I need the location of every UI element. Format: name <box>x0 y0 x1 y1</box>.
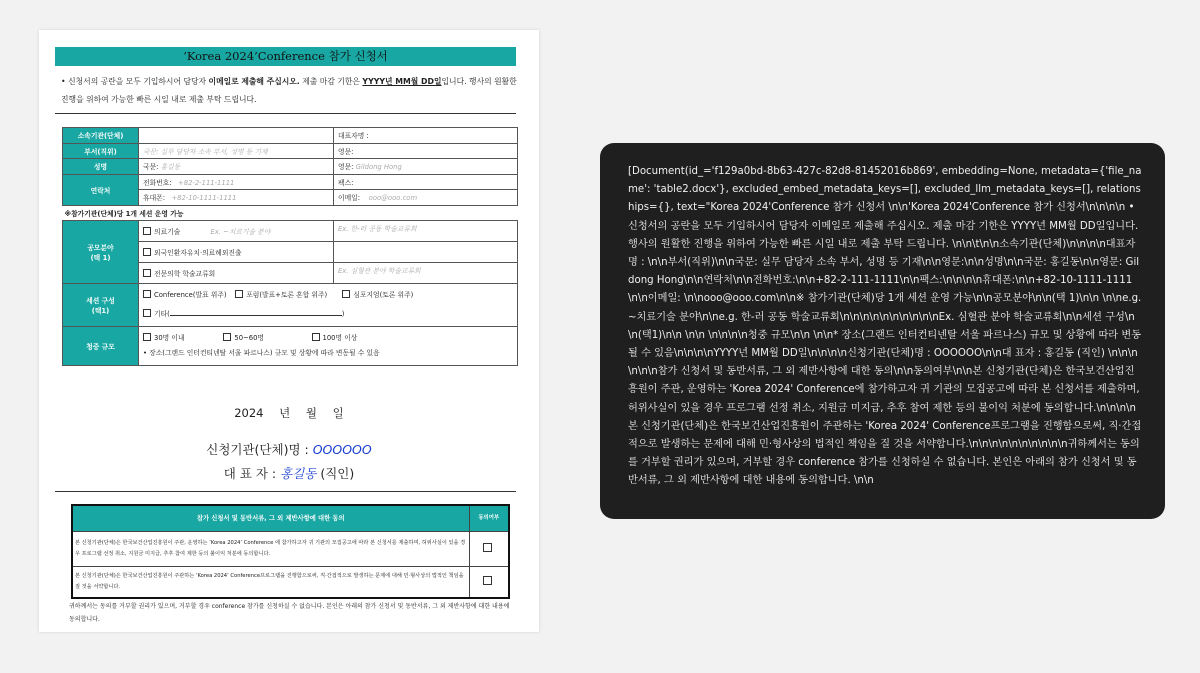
audience-note: • 장소(그랜드 인터컨티넨탈 서울 파르나스) 규모 및 상황에 따라 변동될 수 있음 <box>143 349 380 357</box>
field-blank[interactable] <box>334 242 518 263</box>
checkbox-icon[interactable] <box>143 333 151 341</box>
consent-header: 참가 신청서 및 동반서류, 그 외 제반사항에 대한 동의 <box>72 505 469 532</box>
output-panel <box>600 143 1165 519</box>
divider-bottom <box>55 491 516 492</box>
session-note: ※참가기관(단체)당 1개 세션 운영 가능 <box>63 205 518 221</box>
form-title: ‘Korea 2024’Conference 참가 신청서 <box>55 47 516 66</box>
application-form-table <box>62 127 518 366</box>
representative-line <box>39 464 539 482</box>
applicant-label: 신청기관(단체)명 : <box>206 442 313 457</box>
name-ko-placeholder: 홍길동 <box>160 163 181 172</box>
rep-prefix: 대표자명 : <box>338 132 369 141</box>
date-line: 2024 년 월 일 <box>234 406 344 420</box>
field-opt1-label: 의료기술 <box>154 228 181 236</box>
checkbox-icon[interactable] <box>143 290 151 298</box>
intro-text-3: 제출 마감 기한은 <box>299 77 363 86</box>
intro-bullet: • <box>61 77 66 86</box>
email-placeholder: ooo@ooo.com <box>368 194 418 203</box>
consent-header-col: 동의여부 <box>469 505 509 532</box>
phone-field[interactable] <box>139 174 334 190</box>
field-option-3[interactable] <box>139 263 334 284</box>
document-page <box>39 30 539 632</box>
aud-opt3[interactable]: 100명 이상 <box>322 334 358 342</box>
mobile-placeholder: +82-10-1111-1111 <box>171 194 237 203</box>
checkbox-icon[interactable] <box>143 248 151 256</box>
field-opt2-label: 외국인환자유치·의료해외진출 <box>154 249 242 257</box>
applicant-value: OOOOOO <box>312 442 372 457</box>
rep-label: 대 표 자 : <box>223 466 281 481</box>
email-prefix: 이메일: <box>338 194 360 203</box>
intro-paragraph <box>61 73 519 109</box>
rep-suffix: (직인) <box>316 466 355 481</box>
field-ex2-text: Ex. 한-러 공동 학술교류회 <box>338 225 417 233</box>
aud-opt1[interactable]: 30명 이내 <box>154 334 185 342</box>
name-en-prefix: 영문: <box>338 163 354 172</box>
consent-row-1: 본 신청기관(단체)은 한국보건산업진흥원이 주관, 운영하는 ‘Korea 2024’ Conference 에 참가하고자 귀 기관의 모집공고에 따라 본 신청서를 제출하며, 허위사실이 있을 경우 프로그램 선정 취소, 지원금 미지급, 추후 참여 제한 등의 불이익 처분에 동의합니다. <box>72 532 469 567</box>
session-opt2[interactable]: 포럼(발표+토론 혼합 위주) <box>246 291 328 299</box>
dept-field[interactable] <box>139 143 334 159</box>
mobile-prefix: 휴대폰: <box>143 194 165 203</box>
dept-label: 부서(직위) <box>63 143 139 159</box>
audience-label: 청중 규모 <box>63 327 139 366</box>
dept-placeholder: 국문: 실무 담당자 소속 부서, 성명 등 기재 <box>143 147 268 156</box>
field-label-1: 공모분야 <box>87 244 114 252</box>
consent-check-2[interactable] <box>469 567 509 599</box>
aud-opt2[interactable]: 50~60명 <box>234 334 264 342</box>
audience-options <box>139 327 518 366</box>
name-ko-prefix: 국문: <box>143 163 159 172</box>
phone-placeholder: +82-2-111-1111 <box>178 178 235 187</box>
session-label-2: (택1) <box>91 307 110 315</box>
fax-field[interactable] <box>334 174 518 190</box>
output-text: [Document(id_='f129a0bd-8b63-427c-82d8-81452016b869', embedding=None, metadata={'file_name': 'table2.docx'}, excluded_embed_metadata_keys=[], excluded_llm_metadata_keys=[], relationships={}, text="Korea 2024'Conference 참가 신청서 \n\n'Korea 2024'Conference 참가 신청서\n\n\n\n • 신청서의 공란을 모두 기입하시어 담당자 이메일로 제출해 주십시오. 제출 마감 기한은 YYYY년 MM월 DD일입니다. 행사의 원활한 진행을 위하여 가능한 빠른 시일 내로 제출 부탁 드립니다. \n\n\t\n\n소속기관(단체)\n\n\n\n대표자명 : \n\n부서(직위)\n\n국문: 실무 담당자 소속 부서, 성명 등 기재\n\n영문:\n\n성명\n\n국문: 홍길동\n\n영문: Gildong Hong\n\n연락처\n\n전화번호:\n\n+82-2-111-1111\n\n팩스:\n\n\n\n휴대폰:\n\n+82-10-1111-1111\n\n이메일: \n\nooo@ooo.com\n\n※ 참가기관(단체)당 1개 세션 운영 가능\n\n공모분야\n\n(택 1)\n\n \n\ne.g. ~치료기술 분야\n\ne.g. 한-러 공동 학술교류회\n\n\n\n\n\n\n\n\n\nEx. 심혈관 분야 학술교류회\n\n세션 구성\n\n(택1)\n\n \n\n \n\n\n\n청중 규모\n\n \n\n* 장소(그랜드 인터컨티넨탈 서울 파르나스) 규모 및 상황에 따라 변동될 수 있음\n\n\n\nYYYY년 MM월 DD일\n\n\n\n신청기관(단체)명 : OOOOOO\n\n대 표자 : 홍길동 (직인) \n\n\n\n\n\n참가 신청서 및 동반서류, 그 외 제반사항에 대한 동의\n\n동의여부\n\n본 신청기관(단체)은 한국보건산업진흥원이 주관, 운영하는 'Korea 2024' Conference에 참가하고자 귀 기관의 모집공고에 따라 본 신청서를 제출하며, 허위사실이 있을 경우 프로그램 선정 취소, 지원금 미지급, 추후 참여 제한 등의 불이익 처분에 동의합니다.\n\n\n\n본 신청기관(단체)은 한국보건산업진흥원이 주관하는 'Korea 2024' Conference프로그램을 진행함으로써, 직·간접적으로 발생하는 문제에 대해 민·형사상의 법적인 책임을 질 것을 서약합니다.\n\n\n\n\n\n\n\n\n\n귀하께서는 동의를 거부할 권리가 있으며, 거부할 경우 conference 참가를 신청하실 수 없습니다. 본인은 아래의 참가 신청서 및 동반서류, 그 외 제반사항에 대한 내용에 동의합니다. \n\n <box>628 166 1145 487</box>
contact-label: 연락처 <box>63 174 139 205</box>
checkbox-icon[interactable] <box>483 576 492 585</box>
org-field[interactable] <box>139 128 334 144</box>
field-ex3-text: Ex. 심혈관 분야 학술교류회 <box>338 267 421 275</box>
field-option-1[interactable] <box>139 221 334 242</box>
consent-row-2: 본 신청기관(단체)은 한국보건산업진흥원이 주관하는 ‘Korea 2024’ Conference프로그램을 진행함으로써, 직·간접적으로 발생하는 문제에 대해 민·형사상의 법적인 책임을 질 것을 서약합니다. <box>72 567 469 599</box>
field-example-3[interactable] <box>334 263 518 284</box>
intro-text-1: 신청서의 공란을 모두 기입하시어 담당자 <box>68 77 209 86</box>
session-label-1: 세션 구성 <box>86 297 115 305</box>
mobile-field[interactable] <box>139 190 334 206</box>
session-label <box>63 284 139 327</box>
name-ko-field[interactable] <box>139 159 334 175</box>
consent-check-1[interactable] <box>469 532 509 567</box>
session-opt1[interactable]: Conference(발표 위주) <box>154 291 227 299</box>
intro-deadline: YYYY년 MM월 DD일 <box>362 77 442 86</box>
session-other-close: ) <box>341 310 345 318</box>
field-opt1-example: Ex. ~치료기술 분야 <box>210 228 271 236</box>
intro-text-2: 이메일로 제출해 주십시오. <box>208 77 300 86</box>
rep-name-field[interactable] <box>334 128 518 144</box>
checkbox-icon[interactable] <box>235 290 243 298</box>
checkbox-icon[interactable] <box>342 290 350 298</box>
session-options <box>139 284 518 327</box>
session-opt3[interactable]: 심포지엄(토론 위주) <box>353 291 414 299</box>
field-label <box>63 221 139 284</box>
divider-top <box>55 113 516 114</box>
session-other-input[interactable] <box>170 308 342 316</box>
checkbox-icon[interactable] <box>143 309 151 317</box>
field-opt3-label: 전문의학 학술교류회 <box>154 270 216 278</box>
consent-footer-text: 귀하께서는 동의를 거부할 권리가 있으며, 거부할 경우 conference 참가를 신청하실 수 없습니다. 본인은 아래의 참가 신청서 및 동반서류, 그 외 제반사항에 대한 내용에 동의합니다. <box>69 603 510 623</box>
session-other[interactable]: 기타( <box>154 310 170 318</box>
email-field[interactable] <box>334 190 518 206</box>
field-example-2[interactable] <box>334 221 518 242</box>
name-en-placeholder: Gildong Hong <box>355 163 402 172</box>
checkbox-icon[interactable] <box>312 333 320 341</box>
checkbox-icon[interactable] <box>483 543 492 552</box>
dept-en-field[interactable] <box>334 143 518 159</box>
checkbox-icon[interactable] <box>143 269 151 277</box>
consent-table <box>71 504 510 599</box>
phone-prefix: 전화번호: <box>143 178 172 187</box>
intro-text-5: 입니다. 행사의 원활한 진행을 위하여 가능한 빠른 시일 내로 제출 부탁 드립니다. <box>61 77 517 104</box>
dept-en-prefix: 영문: <box>338 147 354 156</box>
name-label: 성명 <box>63 159 139 175</box>
org-label: 소속기관(단체) <box>63 128 139 144</box>
name-en-field[interactable] <box>334 159 518 175</box>
checkbox-icon[interactable] <box>223 333 231 341</box>
checkbox-icon[interactable] <box>143 227 151 235</box>
applicant-line <box>39 440 539 458</box>
field-option-2[interactable] <box>139 242 334 263</box>
rep-value: 홍길동 <box>280 466 317 481</box>
field-label-2: (택 1) <box>90 254 111 262</box>
fax-prefix: 팩스: <box>338 178 354 187</box>
